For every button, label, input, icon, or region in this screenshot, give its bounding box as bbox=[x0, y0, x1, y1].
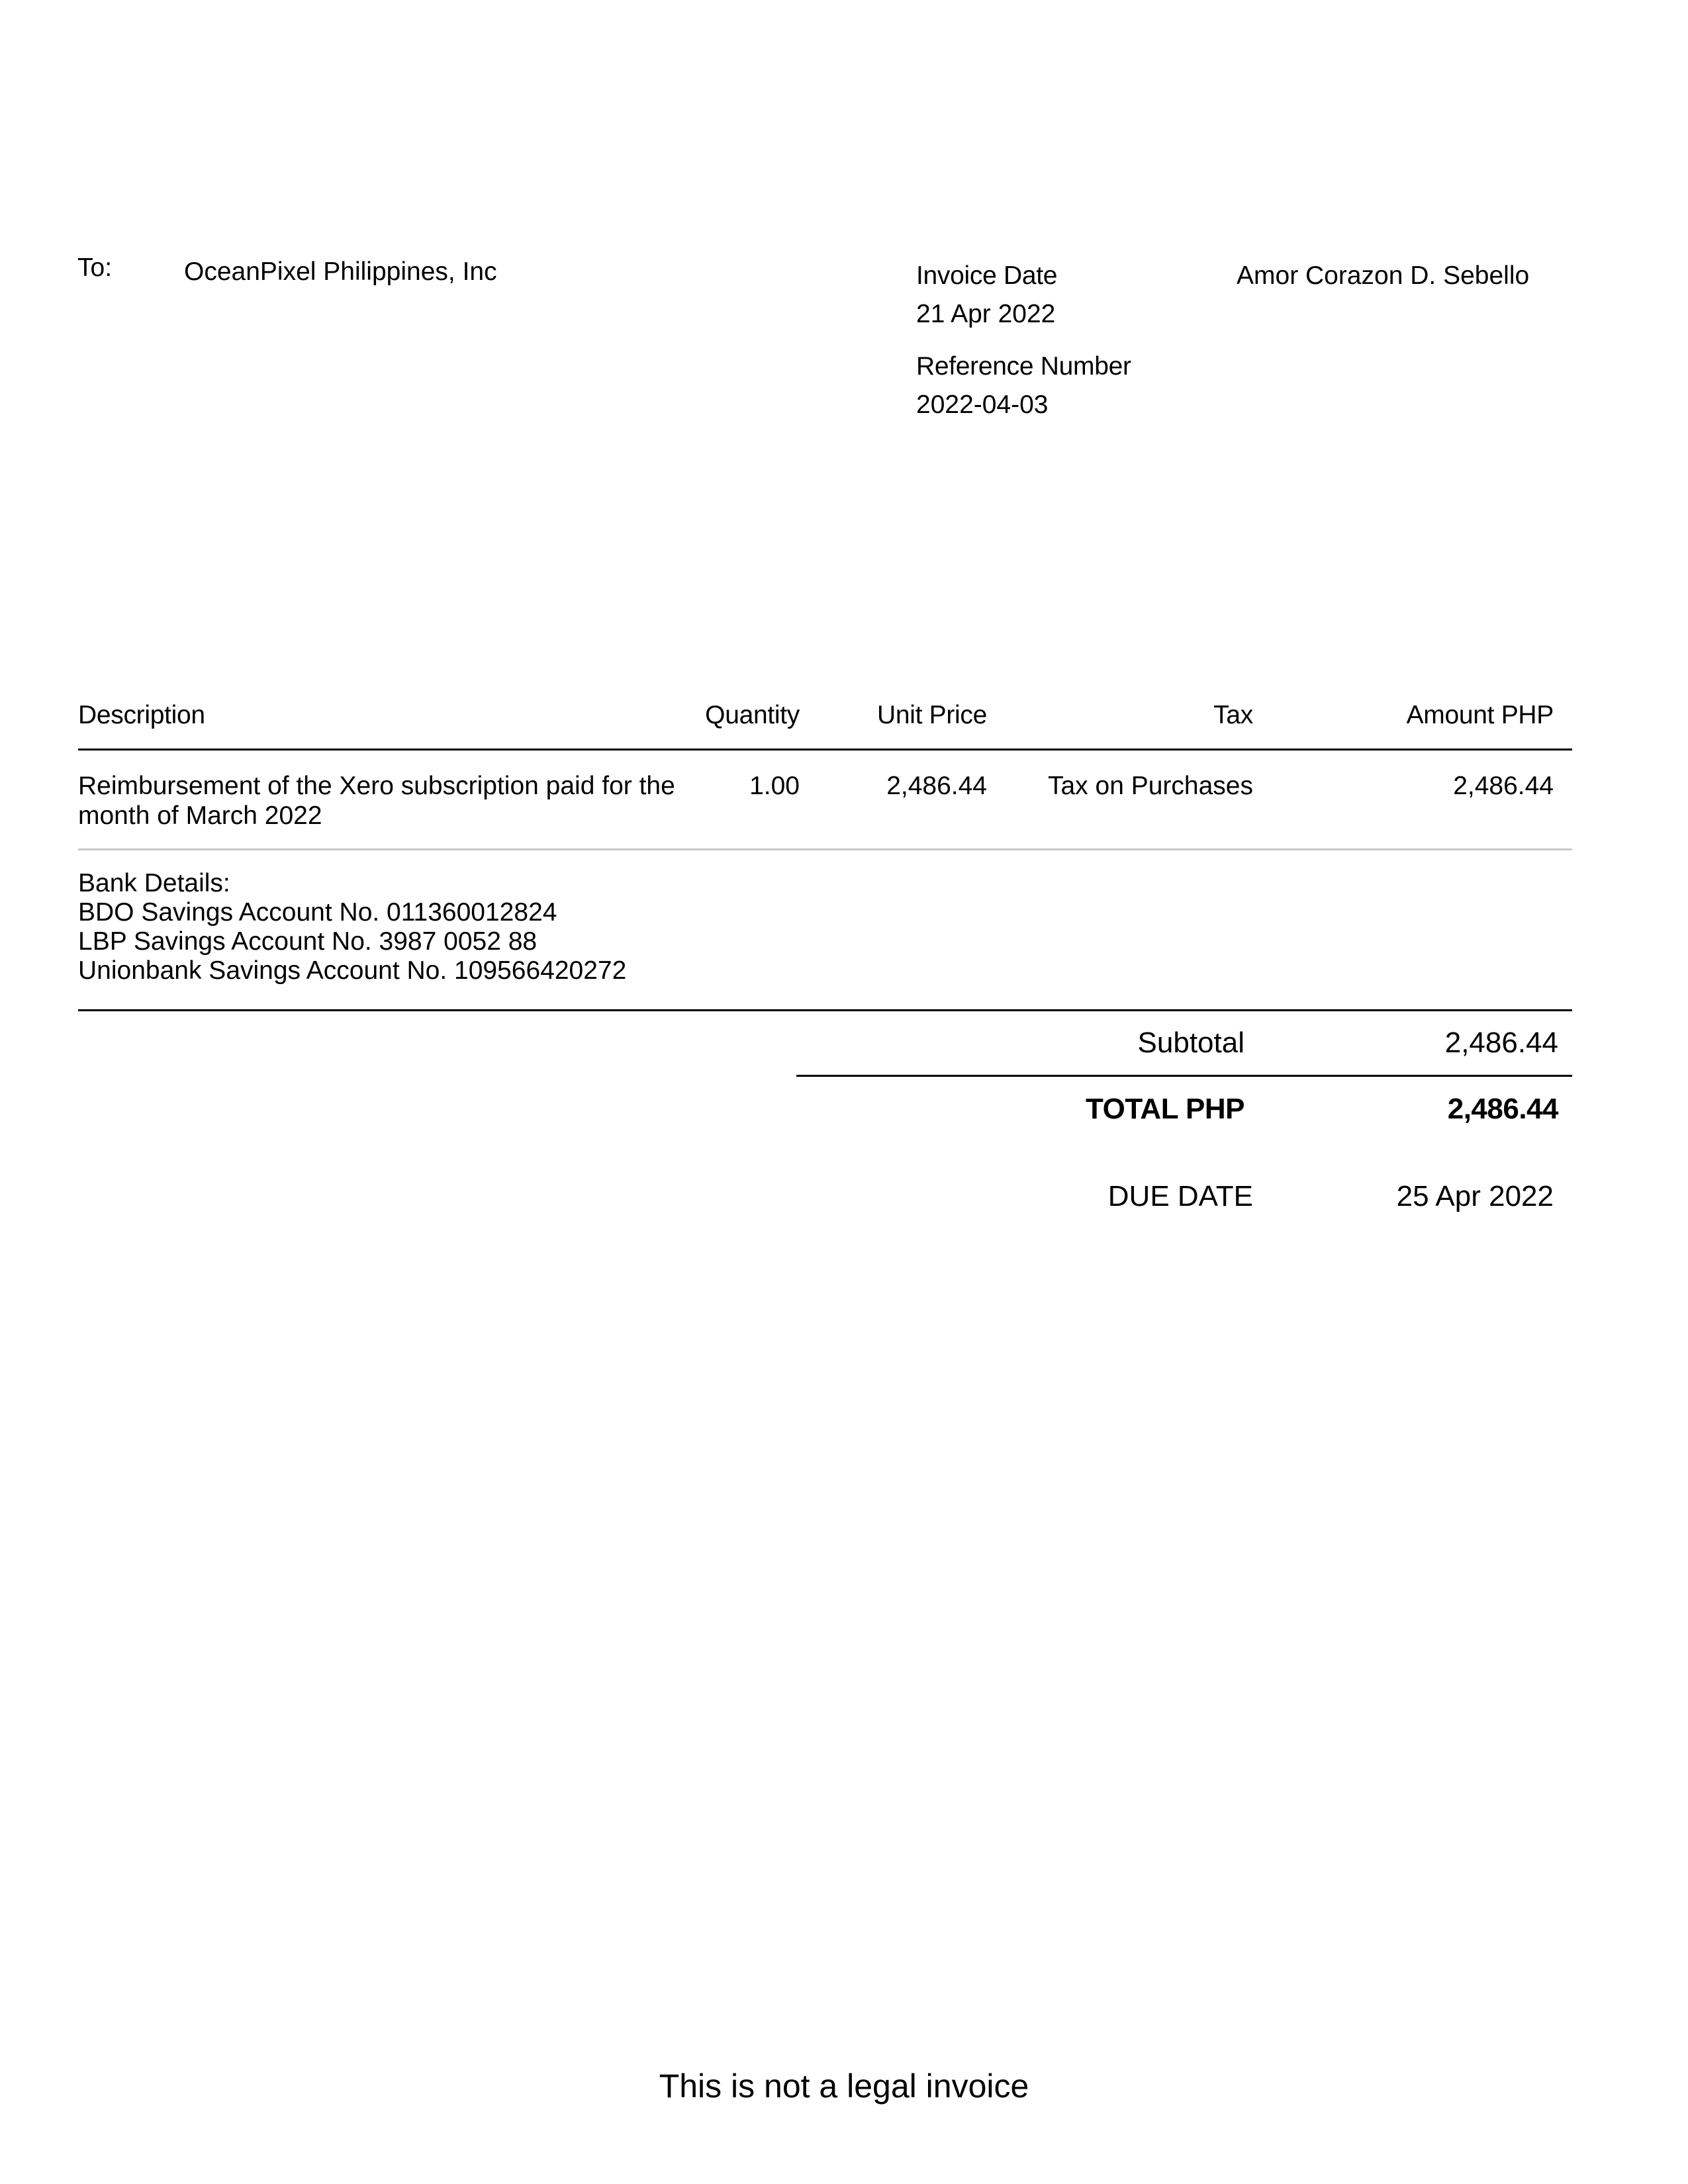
reference-number-value: 2022-04-03 bbox=[916, 390, 1049, 419]
invoice-date-label: Invoice Date bbox=[916, 261, 1058, 290]
row-unit-price: 2,486.44 bbox=[886, 772, 987, 800]
invoice-date-value: 21 Apr 2022 bbox=[916, 300, 1056, 328]
column-header-amount: Amount PHP bbox=[1406, 701, 1554, 729]
column-header-description: Description bbox=[78, 701, 205, 729]
footer-disclaimer: This is not a legal invoice bbox=[659, 2068, 1029, 2105]
bank-account-unionbank: Unionbank Savings Account No. 109566420272 bbox=[78, 956, 627, 985]
bank-details-title: Bank Details: bbox=[78, 869, 230, 897]
row-divider bbox=[78, 848, 1572, 850]
issuer-name: Amor Corazon D. Sebello bbox=[1237, 261, 1530, 290]
total-label: TOTAL PHP bbox=[1086, 1093, 1244, 1125]
bank-account-lbp: LBP Savings Account No. 3987 0052 88 bbox=[78, 927, 538, 956]
row-tax: Tax on Purchases bbox=[1047, 772, 1253, 800]
row-amount: 2,486.44 bbox=[1453, 772, 1554, 800]
due-date-value: 25 Apr 2022 bbox=[1396, 1180, 1554, 1212]
row-description-line1: Reimbursement of the Xero subscription paid for the bbox=[78, 772, 675, 800]
due-date-label: DUE DATE bbox=[1107, 1180, 1253, 1212]
subtotal-value: 2,486.44 bbox=[1444, 1026, 1558, 1059]
subtotal-label: Subtotal bbox=[1137, 1026, 1244, 1059]
row-quantity: 1.00 bbox=[749, 772, 800, 800]
total-value: 2,486.44 bbox=[1447, 1093, 1558, 1125]
column-header-unit-price: Unit Price bbox=[876, 701, 987, 729]
row-description-line2: month of March 2022 bbox=[78, 801, 322, 830]
total-divider bbox=[796, 1075, 1572, 1077]
header-divider bbox=[78, 749, 1572, 751]
column-header-quantity: Quantity bbox=[705, 701, 800, 729]
reference-number-label: Reference Number bbox=[916, 352, 1131, 381]
to-label: To: bbox=[77, 253, 113, 282]
column-header-tax: Tax bbox=[1213, 701, 1253, 729]
recipient-name: OceanPixel Philippines, Inc bbox=[184, 257, 497, 286]
bank-details-divider bbox=[78, 1009, 1572, 1011]
bank-account-bdo: BDO Savings Account No. 011360012824 bbox=[78, 898, 557, 927]
